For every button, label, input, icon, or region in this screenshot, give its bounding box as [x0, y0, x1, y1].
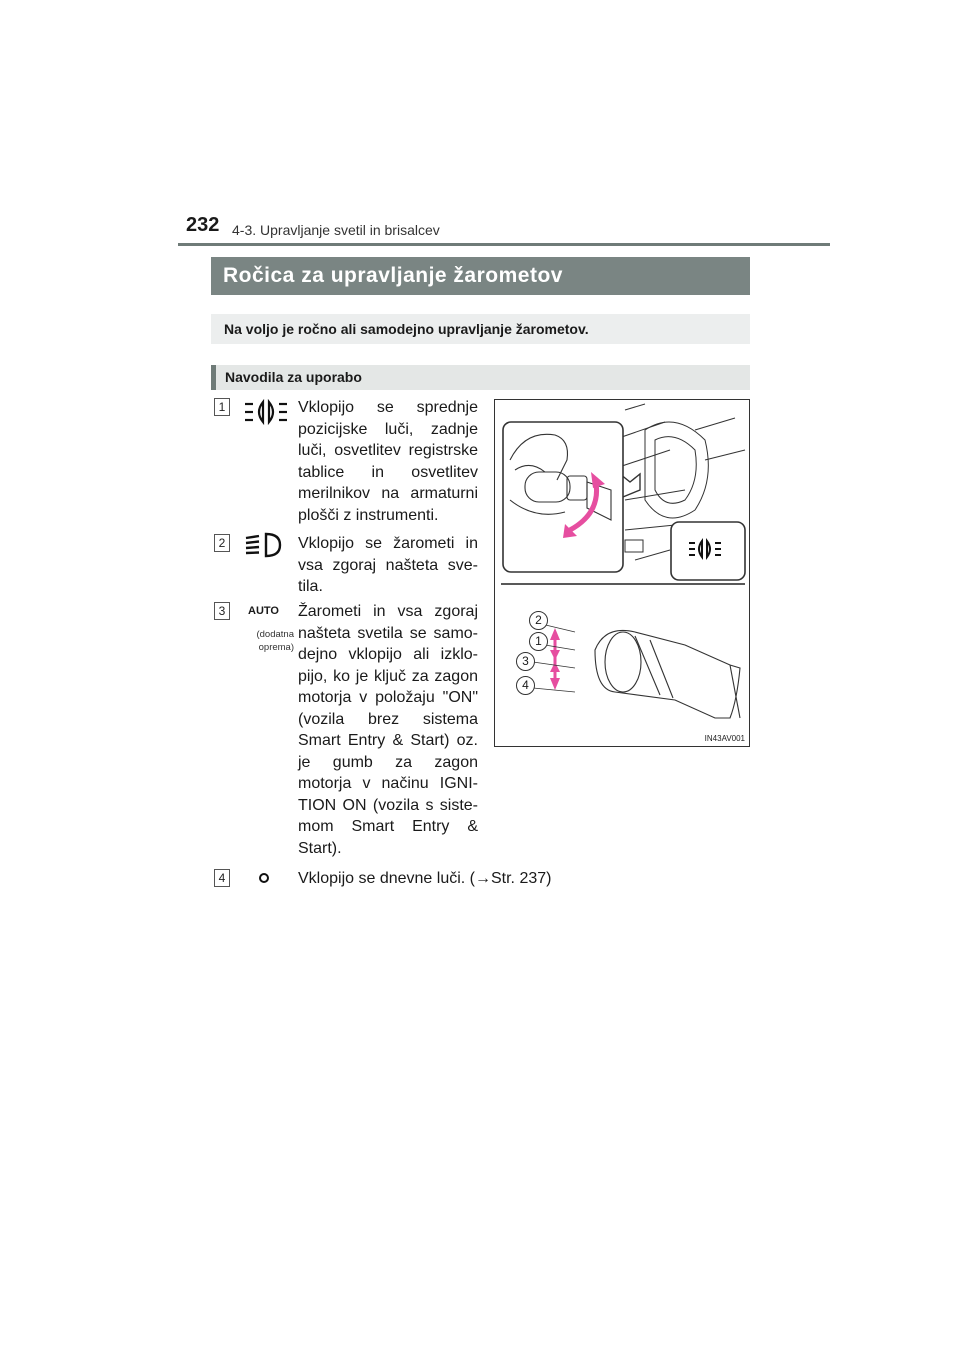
figure-code: IN43AV001: [704, 734, 745, 743]
page-title: Ročica za upravljanje žarometov: [211, 257, 750, 295]
item-text-1: Vklopijo se sprednje pozicijske luči, zadnje luči, osvetlitev registrske tablice in osvetlitev merilnikov na armaturni plošči z instrumenti.: [298, 399, 478, 524]
headlights-icon: [244, 532, 284, 558]
callout-2: 2: [529, 611, 548, 630]
intro-text: Na voljo je ročno ali samodejno upravljanje žarometov.: [211, 314, 750, 344]
section-reference: 4-3. Upravljanje svetil in brisalcev: [232, 222, 440, 238]
item-number-2: 2: [214, 534, 230, 552]
item-number-3: 3: [214, 602, 230, 620]
page-number: 232: [186, 214, 220, 236]
daytime-running-lights-icon: [257, 871, 271, 885]
item-text-2: Vklopijo se žarometi in vsa zgoraj našteta sve-tila.: [298, 535, 478, 595]
callout-3: 3: [516, 652, 535, 671]
header-rule: [178, 243, 830, 246]
auto-icon-label: AUTO: [248, 605, 279, 617]
callout-4: 4: [516, 676, 535, 695]
item-number-4: 4: [214, 869, 230, 887]
illustration-figure: [494, 399, 750, 747]
item-text-4: Vklopijo se dnevne luči. (→Str. 237): [298, 870, 552, 887]
item-number-1: 1: [214, 398, 230, 416]
subheading: Navodila za uporabo: [211, 365, 750, 390]
callout-1: 1: [529, 632, 548, 651]
headlight-switch-illustration: [495, 400, 750, 747]
item-text-3: Žarometi in vsa zgoraj našteta svetila se samo-dejno vklopijo ali izklo-pijo, ko je ključ za zagon motorja v položaju "ON" (vozila brez sistema Smart Entry & Start) oz. je gumb za zagon motorja v načinu IGNI-TION ON (vozila s siste-mom Smart Entry & Start).: [298, 603, 478, 857]
parking-lights-icon: [244, 399, 288, 425]
optional-equipment-note: (dodatna oprema): [256, 629, 294, 653]
